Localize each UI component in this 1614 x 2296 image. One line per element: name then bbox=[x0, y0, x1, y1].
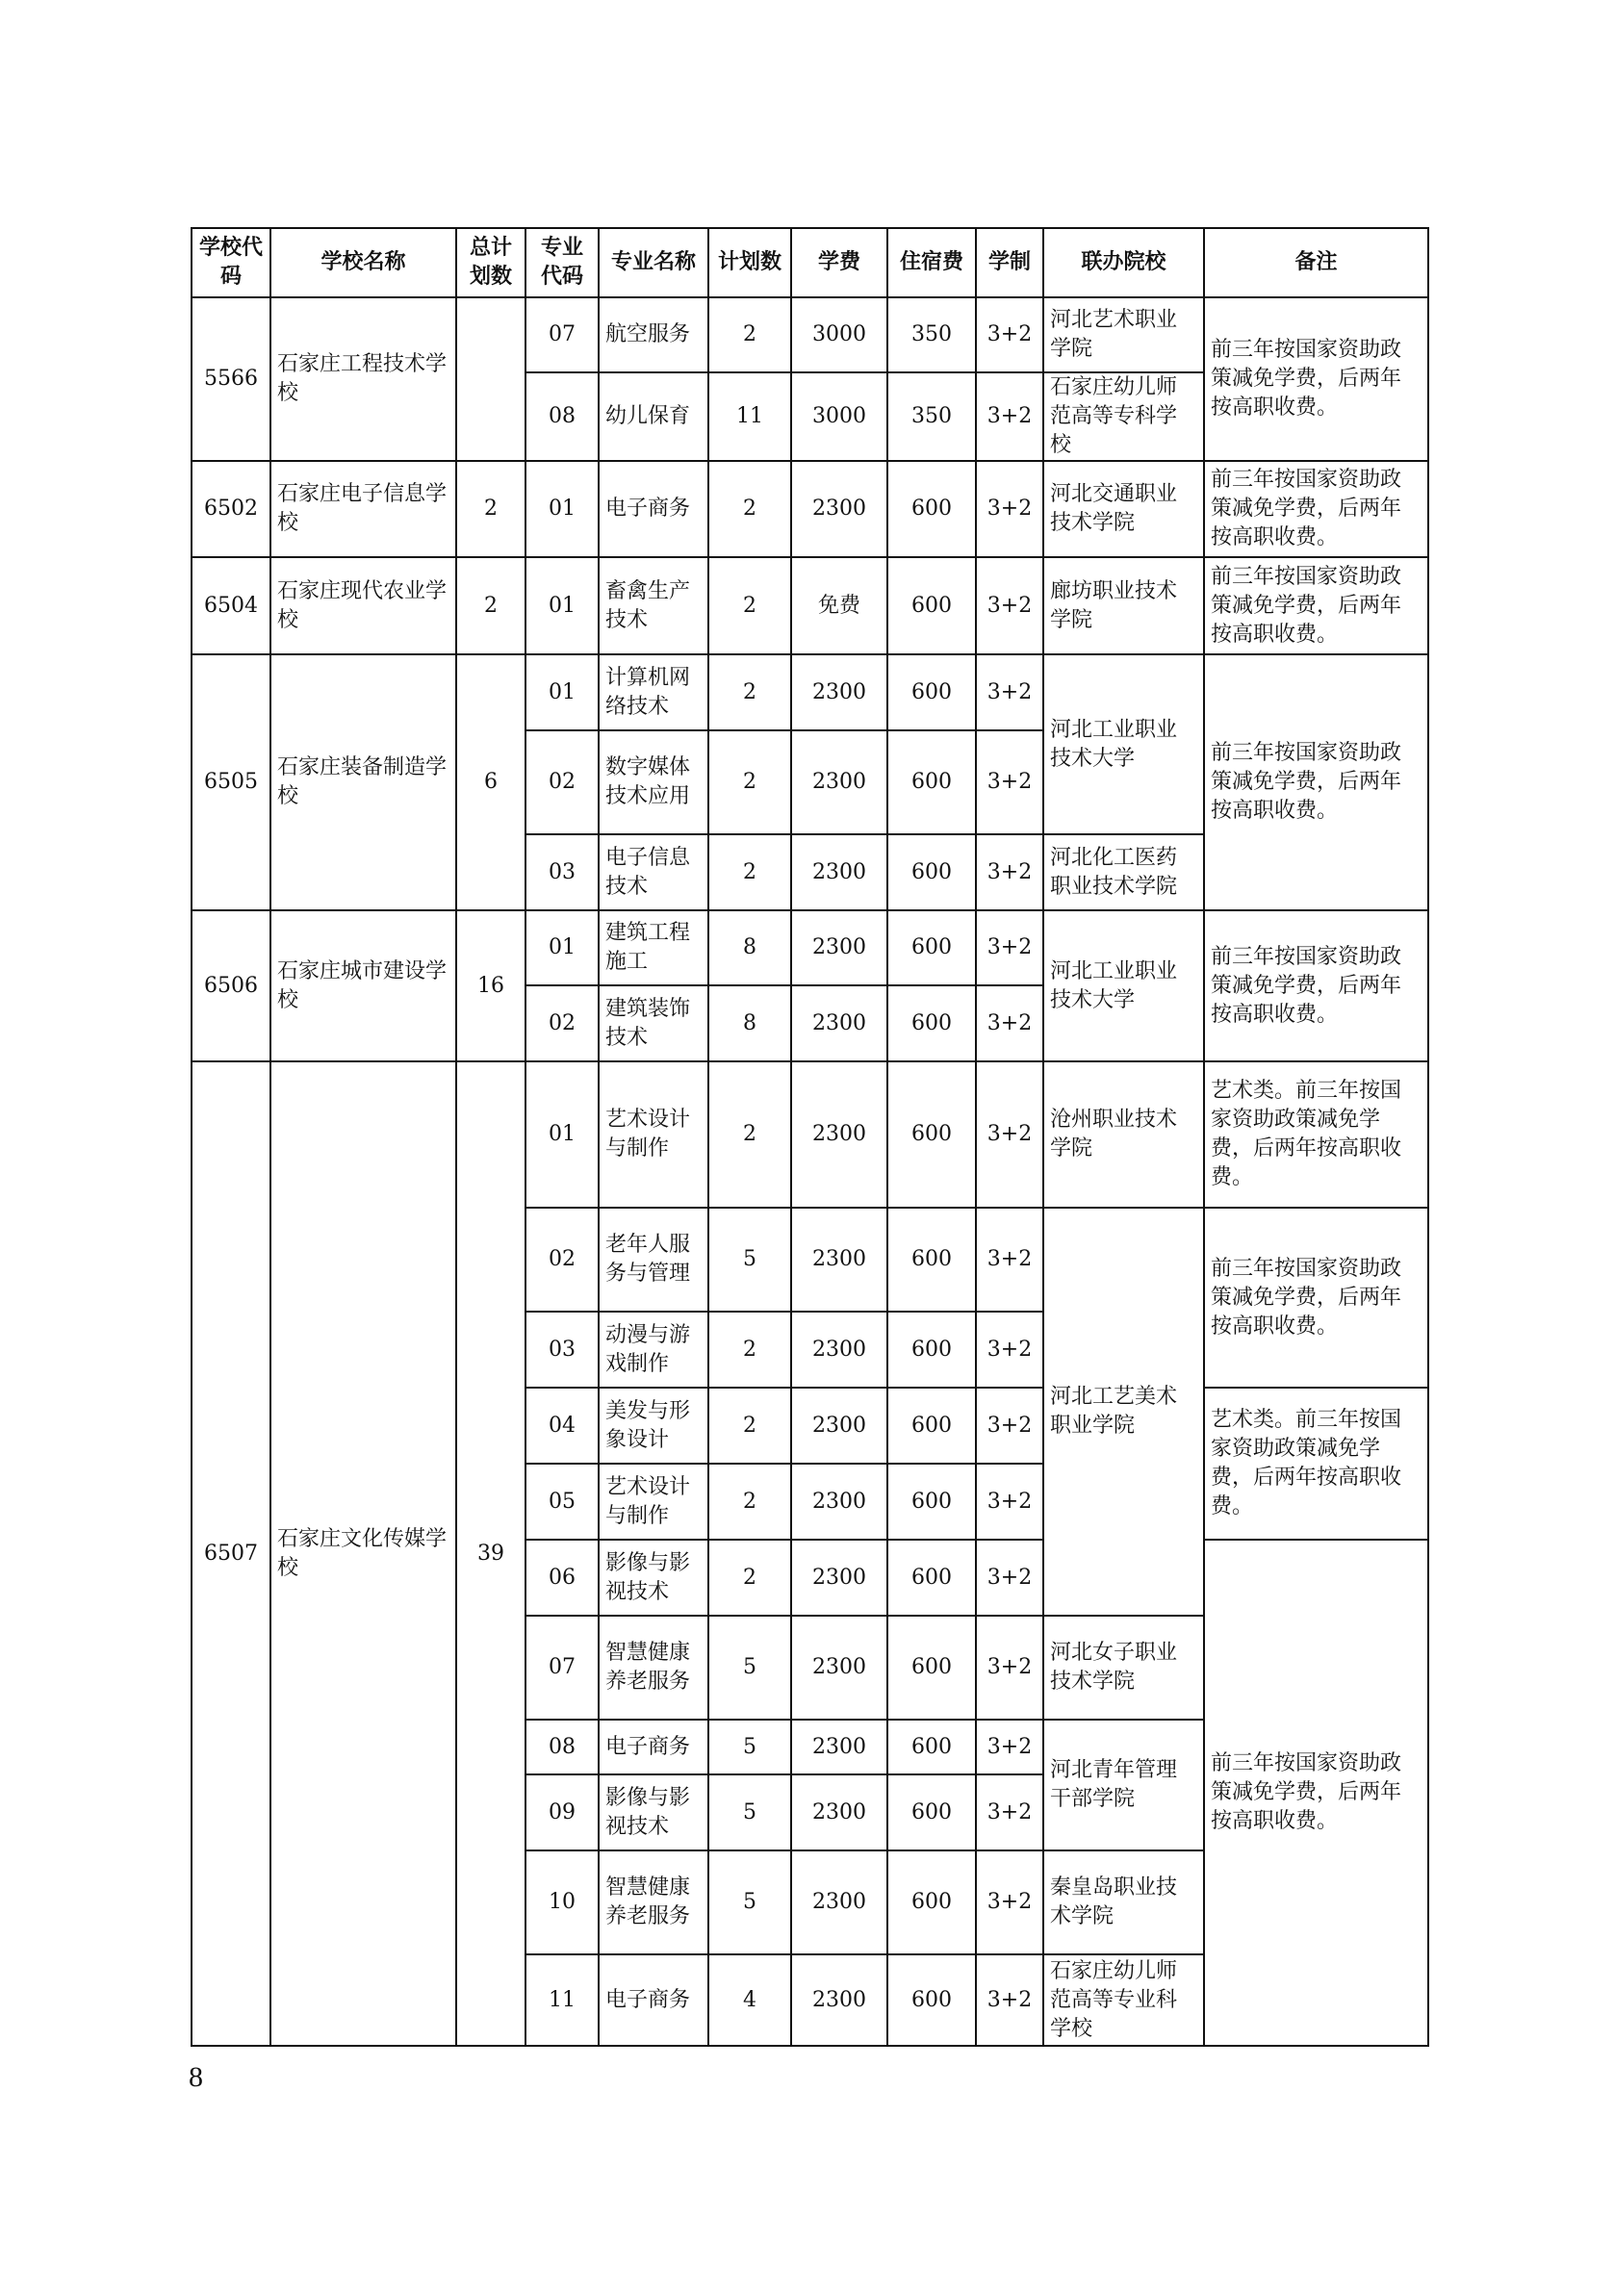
dorm-fee-cell: 600 bbox=[887, 1850, 976, 1954]
tuition-cell: 2300 bbox=[791, 985, 887, 1061]
major-code-cell: 07 bbox=[525, 297, 599, 372]
major-name-cell: 建筑装饰技术 bbox=[599, 985, 708, 1061]
dorm-fee-cell: 600 bbox=[887, 654, 976, 730]
major-name-cell: 计算机网络技术 bbox=[599, 654, 708, 730]
system-cell: 3+2 bbox=[976, 1464, 1043, 1540]
plan-cell: 2 bbox=[708, 654, 791, 730]
school-code-cell: 6506 bbox=[192, 910, 270, 1061]
tuition-cell: 2300 bbox=[791, 1774, 887, 1850]
partner-cell: 河北青年管理干部学院 bbox=[1043, 1720, 1204, 1850]
major-code-cell: 02 bbox=[525, 1208, 599, 1312]
major-code-cell: 05 bbox=[525, 1464, 599, 1540]
remark-cell: 艺术类。前三年按国家资助政策减免学费，后两年按高职收费。 bbox=[1204, 1388, 1428, 1540]
tuition-cell: 2300 bbox=[791, 1850, 887, 1954]
major-name-cell: 畜禽生产技术 bbox=[599, 557, 708, 654]
header-system: 学制 bbox=[976, 228, 1043, 297]
tuition-cell: 2300 bbox=[791, 834, 887, 910]
partner-cell: 石家庄幼儿师范高等专科学校 bbox=[1043, 372, 1204, 461]
tuition-cell: 2300 bbox=[791, 461, 887, 557]
major-code-cell: 01 bbox=[525, 654, 599, 730]
major-name-cell: 美发与形象设计 bbox=[599, 1388, 708, 1464]
dorm-fee-cell: 350 bbox=[887, 297, 976, 372]
tuition-cell: 2300 bbox=[791, 1312, 887, 1388]
tuition-cell: 2300 bbox=[791, 1464, 887, 1540]
system-cell: 3+2 bbox=[976, 1850, 1043, 1954]
plan-cell: 2 bbox=[708, 557, 791, 654]
tuition-cell: 2300 bbox=[791, 1061, 887, 1208]
dorm-fee-cell: 600 bbox=[887, 557, 976, 654]
school-code-cell: 5566 bbox=[192, 297, 270, 461]
major-name-cell: 航空服务 bbox=[599, 297, 708, 372]
header-school-name: 学校名称 bbox=[270, 228, 456, 297]
header-major-code: 专业代码 bbox=[525, 228, 599, 297]
plan-cell: 2 bbox=[708, 297, 791, 372]
plan-cell: 5 bbox=[708, 1720, 791, 1774]
school-name-cell: 石家庄城市建设学校 bbox=[270, 910, 456, 1061]
major-name-cell: 电子商务 bbox=[599, 461, 708, 557]
dorm-fee-cell: 600 bbox=[887, 1208, 976, 1312]
dorm-fee-cell: 600 bbox=[887, 1540, 976, 1616]
dorm-fee-cell: 600 bbox=[887, 1464, 976, 1540]
remark-cell: 前三年按国家资助政策减免学费，后两年按高职收费。 bbox=[1204, 1540, 1428, 2046]
major-name-cell: 智慧健康养老服务 bbox=[599, 1616, 708, 1720]
plan-cell: 2 bbox=[708, 1464, 791, 1540]
dorm-fee-cell: 600 bbox=[887, 461, 976, 557]
remark-cell: 前三年按国家资助政策减免学费，后两年按高职收费。 bbox=[1204, 654, 1428, 910]
major-code-cell: 03 bbox=[525, 834, 599, 910]
major-name-cell: 电子商务 bbox=[599, 1720, 708, 1774]
tuition-cell: 2300 bbox=[791, 1954, 887, 2046]
partner-cell: 廊坊职业技术学院 bbox=[1043, 557, 1204, 654]
plan-cell: 2 bbox=[708, 730, 791, 834]
header-total-plan: 总计划数 bbox=[456, 228, 525, 297]
dorm-fee-cell: 600 bbox=[887, 730, 976, 834]
school-name-cell: 石家庄工程技术学校 bbox=[270, 297, 456, 461]
system-cell: 3+2 bbox=[976, 1208, 1043, 1312]
major-name-cell: 幼儿保育 bbox=[599, 372, 708, 461]
school-code-cell: 6505 bbox=[192, 654, 270, 910]
plan-cell: 4 bbox=[708, 1954, 791, 2046]
school-code-cell: 6502 bbox=[192, 461, 270, 557]
partner-cell: 河北工业职业技术大学 bbox=[1043, 910, 1204, 1061]
remark-cell: 前三年按国家资助政策减免学费，后两年按高职收费。 bbox=[1204, 557, 1428, 654]
dorm-fee-cell: 350 bbox=[887, 372, 976, 461]
major-code-cell: 06 bbox=[525, 1540, 599, 1616]
remark-cell: 艺术类。前三年按国家资助政策减免学费，后两年按高职收费。 bbox=[1204, 1061, 1428, 1208]
partner-cell: 河北工艺美术职业学院 bbox=[1043, 1208, 1204, 1616]
dorm-fee-cell: 600 bbox=[887, 1616, 976, 1720]
table-row bbox=[192, 910, 1428, 985]
major-name-cell: 艺术设计与制作 bbox=[599, 1061, 708, 1208]
partner-cell: 河北工业职业技术大学 bbox=[1043, 654, 1204, 834]
tuition-cell: 2300 bbox=[791, 910, 887, 985]
total-plan-cell: 6 bbox=[456, 654, 525, 910]
plan-cell: 2 bbox=[708, 1388, 791, 1464]
major-name-cell: 老年人服务与管理 bbox=[599, 1208, 708, 1312]
system-cell: 3+2 bbox=[976, 557, 1043, 654]
major-name-cell: 艺术设计与制作 bbox=[599, 1464, 708, 1540]
enrollment-plan-table bbox=[191, 227, 1429, 2047]
header-plan: 计划数 bbox=[708, 228, 791, 297]
dorm-fee-cell: 600 bbox=[887, 1720, 976, 1774]
partner-cell: 沧州职业技术学院 bbox=[1043, 1061, 1204, 1208]
header-school-code: 学校代码 bbox=[192, 228, 270, 297]
tuition-cell: 2300 bbox=[791, 1616, 887, 1720]
major-name-cell: 影像与影视技术 bbox=[599, 1540, 708, 1616]
major-name-cell: 智慧健康养老服务 bbox=[599, 1850, 708, 1954]
system-cell: 3+2 bbox=[976, 1616, 1043, 1720]
system-cell: 3+2 bbox=[976, 297, 1043, 372]
system-cell: 3+2 bbox=[976, 372, 1043, 461]
major-code-cell: 02 bbox=[525, 730, 599, 834]
school-name-cell: 石家庄电子信息学校 bbox=[270, 461, 456, 557]
major-name-cell: 电子商务 bbox=[599, 1954, 708, 2046]
major-name-cell: 建筑工程施工 bbox=[599, 910, 708, 985]
partner-cell: 石家庄幼儿师范高等专业科学校 bbox=[1043, 1954, 1204, 2046]
header-remark: 备注 bbox=[1204, 228, 1428, 297]
table-row bbox=[192, 557, 1428, 654]
plan-cell: 8 bbox=[708, 985, 791, 1061]
total-plan-cell: 2 bbox=[456, 557, 525, 654]
school-code-cell: 6507 bbox=[192, 1061, 270, 2046]
tuition-cell: 3000 bbox=[791, 372, 887, 461]
major-name-cell: 动漫与游戏制作 bbox=[599, 1312, 708, 1388]
tuition-cell: 3000 bbox=[791, 297, 887, 372]
plan-cell: 5 bbox=[708, 1616, 791, 1720]
table-row bbox=[192, 461, 1428, 557]
plan-cell: 5 bbox=[708, 1774, 791, 1850]
system-cell: 3+2 bbox=[976, 461, 1043, 557]
major-code-cell: 10 bbox=[525, 1850, 599, 1954]
header-partner: 联办院校 bbox=[1043, 228, 1204, 297]
system-cell: 3+2 bbox=[976, 654, 1043, 730]
major-code-cell: 11 bbox=[525, 1954, 599, 2046]
table-row bbox=[192, 297, 1428, 372]
major-code-cell: 07 bbox=[525, 1616, 599, 1720]
system-cell: 3+2 bbox=[976, 1720, 1043, 1774]
major-name-cell: 数字媒体技术应用 bbox=[599, 730, 708, 834]
system-cell: 3+2 bbox=[976, 1540, 1043, 1616]
major-code-cell: 01 bbox=[525, 910, 599, 985]
total-plan-cell: 16 bbox=[456, 910, 525, 1061]
dorm-fee-cell: 600 bbox=[887, 910, 976, 985]
plan-cell: 2 bbox=[708, 834, 791, 910]
system-cell: 3+2 bbox=[976, 910, 1043, 985]
table-header-row bbox=[192, 228, 1428, 297]
system-cell: 3+2 bbox=[976, 730, 1043, 834]
tuition-cell: 2300 bbox=[791, 730, 887, 834]
dorm-fee-cell: 600 bbox=[887, 1312, 976, 1388]
table-row bbox=[192, 654, 1428, 730]
plan-cell: 2 bbox=[708, 1540, 791, 1616]
major-code-cell: 08 bbox=[525, 1720, 599, 1774]
plan-cell: 2 bbox=[708, 1312, 791, 1388]
total-plan-cell bbox=[456, 297, 525, 461]
plan-cell: 2 bbox=[708, 1061, 791, 1208]
tuition-cell: 2300 bbox=[791, 1208, 887, 1312]
plan-cell: 11 bbox=[708, 372, 791, 461]
system-cell: 3+2 bbox=[976, 1954, 1043, 2046]
dorm-fee-cell: 600 bbox=[887, 1388, 976, 1464]
header-tuition: 学费 bbox=[791, 228, 887, 297]
partner-cell: 河北女子职业技术学院 bbox=[1043, 1616, 1204, 1720]
major-code-cell: 01 bbox=[525, 1061, 599, 1208]
system-cell: 3+2 bbox=[976, 834, 1043, 910]
school-code-cell: 6504 bbox=[192, 557, 270, 654]
major-code-cell: 09 bbox=[525, 1774, 599, 1850]
major-code-cell: 03 bbox=[525, 1312, 599, 1388]
total-plan-cell: 2 bbox=[456, 461, 525, 557]
major-code-cell: 08 bbox=[525, 372, 599, 461]
header-dorm-fee: 住宿费 bbox=[887, 228, 976, 297]
partner-cell: 河北交通职业技术学院 bbox=[1043, 461, 1204, 557]
plan-cell: 5 bbox=[708, 1208, 791, 1312]
major-code-cell: 04 bbox=[525, 1388, 599, 1464]
partner-cell: 秦皇岛职业技术学院 bbox=[1043, 1850, 1204, 1954]
tuition-cell: 2300 bbox=[791, 654, 887, 730]
major-code-cell: 02 bbox=[525, 985, 599, 1061]
remark-cell: 前三年按国家资助政策减免学费，后两年按高职收费。 bbox=[1204, 297, 1428, 461]
header-major-name: 专业名称 bbox=[599, 228, 708, 297]
total-plan-cell: 39 bbox=[456, 1061, 525, 2046]
system-cell: 3+2 bbox=[976, 1774, 1043, 1850]
remark-cell: 前三年按国家资助政策减免学费，后两年按高职收费。 bbox=[1204, 910, 1428, 1061]
plan-cell: 2 bbox=[708, 461, 791, 557]
tuition-cell: 2300 bbox=[791, 1388, 887, 1464]
system-cell: 3+2 bbox=[976, 1388, 1043, 1464]
school-name-cell: 石家庄文化传媒学校 bbox=[270, 1061, 456, 2046]
plan-cell: 5 bbox=[708, 1850, 791, 1954]
tuition-cell: 2300 bbox=[791, 1720, 887, 1774]
partner-cell: 河北化工医药职业技术学院 bbox=[1043, 834, 1204, 910]
major-name-cell: 电子信息技术 bbox=[599, 834, 708, 910]
plan-cell: 8 bbox=[708, 910, 791, 985]
table-row bbox=[192, 1061, 1428, 1208]
page-number: 8 bbox=[189, 2061, 203, 2093]
dorm-fee-cell: 600 bbox=[887, 1954, 976, 2046]
dorm-fee-cell: 600 bbox=[887, 1774, 976, 1850]
system-cell: 3+2 bbox=[976, 1061, 1043, 1208]
school-name-cell: 石家庄装备制造学校 bbox=[270, 654, 456, 910]
major-code-cell: 01 bbox=[525, 461, 599, 557]
system-cell: 3+2 bbox=[976, 985, 1043, 1061]
dorm-fee-cell: 600 bbox=[887, 834, 976, 910]
dorm-fee-cell: 600 bbox=[887, 1061, 976, 1208]
remark-cell: 前三年按国家资助政策减免学费，后两年按高职收费。 bbox=[1204, 461, 1428, 557]
tuition-cell: 免费 bbox=[791, 557, 887, 654]
school-name-cell: 石家庄现代农业学校 bbox=[270, 557, 456, 654]
major-name-cell: 影像与影视技术 bbox=[599, 1774, 708, 1850]
partner-cell: 河北艺术职业学院 bbox=[1043, 297, 1204, 372]
tuition-cell: 2300 bbox=[791, 1540, 887, 1616]
dorm-fee-cell: 600 bbox=[887, 985, 976, 1061]
system-cell: 3+2 bbox=[976, 1312, 1043, 1388]
remark-cell: 前三年按国家资助政策减免学费，后两年按高职收费。 bbox=[1204, 1208, 1428, 1388]
major-code-cell: 01 bbox=[525, 557, 599, 654]
